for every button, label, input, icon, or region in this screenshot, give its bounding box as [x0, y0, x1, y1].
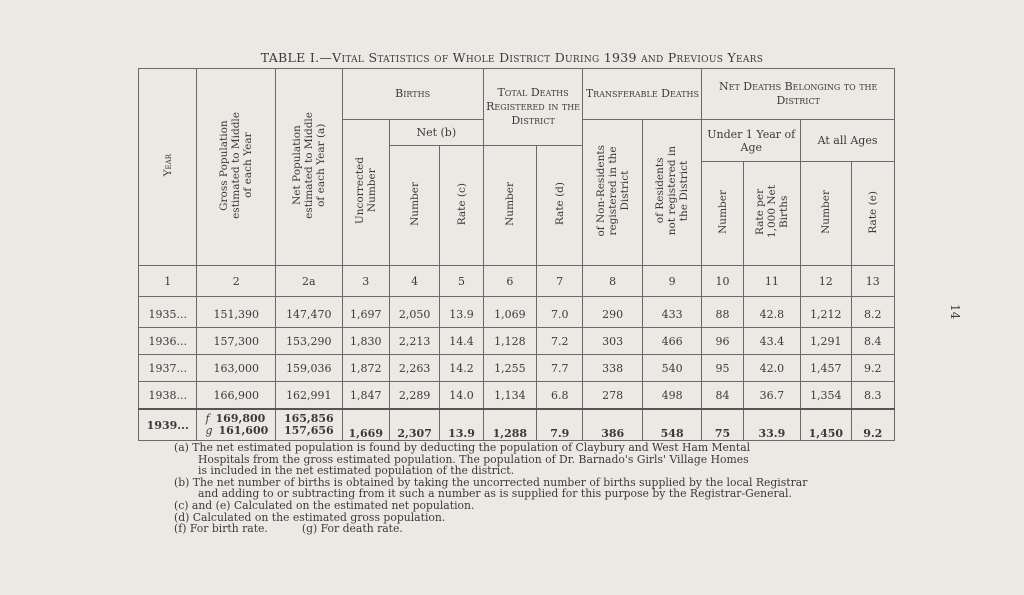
- cell: 7.9: [537, 409, 583, 441]
- cell: 8.4: [851, 328, 894, 355]
- cell: 42.0: [743, 355, 800, 382]
- header-gross-population: Gross Population estimated to Middle of each Year: [197, 69, 276, 266]
- cell: 548: [642, 409, 701, 441]
- header-all-ages-number: Number: [801, 162, 851, 266]
- cell: 14.4: [440, 328, 483, 355]
- cell: 163,000: [197, 355, 276, 382]
- col-num: 10: [702, 266, 743, 297]
- cell: 1,830: [342, 328, 389, 355]
- footnote-a-cont: is included in the net estimated population of the district.: [198, 464, 515, 478]
- col-num: 13: [851, 266, 894, 297]
- footnote-b-cont: and adding to or subtracting from it such a number as is supplied for this purpose by the Registrar-General.: [198, 487, 792, 501]
- cell: 1,669: [342, 409, 389, 441]
- footnote-b: (b) The net number of births is obtained by taking the uncorrected number of births supplied by the local Registrar: [174, 475, 808, 489]
- cell: 433: [642, 297, 701, 328]
- cell: 151,390: [197, 297, 276, 328]
- header-all-ages: At all Ages: [801, 120, 895, 162]
- col-num: 7: [537, 266, 583, 297]
- header-births: Births: [342, 69, 483, 120]
- cell: 159,036: [276, 355, 343, 382]
- cell: 43.4: [743, 328, 800, 355]
- col-num: 2a: [276, 266, 343, 297]
- footnote-a-cont: Hospitals from the gross estimated population. The population of Dr. Barnado's Girls' Village Homes: [198, 452, 749, 466]
- header-net-population: Net Population estimated to Middle of each Year (a): [276, 69, 343, 266]
- footnote-a: (a) The net estimated population is found by deducting the population of Claybury and West Ham Mental: [174, 441, 751, 454]
- cell: 33.9: [743, 409, 800, 441]
- col-num: 3: [342, 266, 389, 297]
- col-num: 6: [483, 266, 536, 297]
- cell: 2,050: [389, 297, 439, 328]
- cell: 36.7: [743, 382, 800, 410]
- cell: 153,290: [276, 328, 343, 355]
- cell: 1,291: [801, 328, 851, 355]
- col-num: 12: [801, 266, 851, 297]
- header-infant-rate: Rate per 1,000 Net Births: [743, 162, 800, 266]
- header-births-rate: Rate (c): [440, 146, 483, 266]
- cell: 386: [583, 409, 642, 441]
- cell: 1,457: [801, 355, 851, 382]
- column-number-row: [139, 266, 895, 297]
- header-total-deaths: Total Deaths Registered in the District: [483, 69, 583, 146]
- cell: 8.2: [851, 297, 894, 328]
- cell: 1,450: [801, 409, 851, 441]
- cell: 338: [583, 355, 642, 382]
- cell: 147,470: [276, 297, 343, 328]
- gross-pop-1939: f 169,800 g 161,600: [197, 409, 276, 441]
- footnotes: [174, 442, 874, 535]
- cell: 1,847: [342, 382, 389, 410]
- cell: 1,697: [342, 297, 389, 328]
- col-num: 1: [139, 266, 197, 297]
- col-num: 8: [583, 266, 642, 297]
- cell: 1,354: [801, 382, 851, 410]
- cell: 7.2: [537, 328, 583, 355]
- cell: 95: [702, 355, 743, 382]
- table-title: TABLE I.—Vital Statistics of Whole District During 1939 and Previous Years: [260, 50, 764, 65]
- year-cell: 1936...: [139, 328, 197, 355]
- col-num: 4: [389, 266, 439, 297]
- cell: 14.0: [440, 382, 483, 410]
- header-under-one-year: Under 1 Year of Age: [702, 120, 801, 162]
- cell: 84: [702, 382, 743, 410]
- cell: 1,212: [801, 297, 851, 328]
- col-num: 9: [642, 266, 701, 297]
- footnote-f-g: (f) For birth rate. (g) For death rate.: [174, 522, 403, 536]
- cell: 166,900: [197, 382, 276, 410]
- footnote-d: (d) Calculated on the estimated gross population.: [174, 510, 446, 524]
- vital-statistics-table: [138, 68, 895, 441]
- cell: 6.8: [537, 382, 583, 410]
- col-num: 11: [743, 266, 800, 297]
- cell: 498: [642, 382, 701, 410]
- cell: 14.2: [440, 355, 483, 382]
- page-number: 14: [948, 304, 962, 320]
- table-row-1939: [139, 409, 895, 441]
- cell: 2,263: [389, 355, 439, 382]
- header-net-deaths: Net Deaths Belonging to the District: [702, 69, 895, 120]
- cell: 7.7: [537, 355, 583, 382]
- year-cell: 1935...: [139, 297, 197, 328]
- cell: 9.2: [851, 409, 894, 441]
- header-deaths-number: Number: [483, 146, 536, 266]
- cell: 303: [583, 328, 642, 355]
- header-births-number: Number: [389, 146, 439, 266]
- cell: 88: [702, 297, 743, 328]
- header-all-ages-rate: Rate (e): [851, 162, 894, 266]
- cell: 1,872: [342, 355, 389, 382]
- header-net-births: Net (b): [389, 120, 483, 146]
- cell: 2,289: [389, 382, 439, 410]
- table-row: [139, 355, 895, 382]
- header-transferable-deaths: Transferable Deaths: [583, 69, 702, 120]
- net-pop-1939: 165,856 157,656: [276, 409, 343, 441]
- cell: 157,300: [197, 328, 276, 355]
- cell: 13.9: [440, 409, 483, 441]
- table-row: [139, 328, 895, 355]
- cell: 1,255: [483, 355, 536, 382]
- year-cell: 1939...: [139, 409, 197, 441]
- header-residents: of Residents not registered in the District: [642, 120, 701, 266]
- year-cell: 1937...: [139, 355, 197, 382]
- cell: 1,128: [483, 328, 536, 355]
- cell: 2,213: [389, 328, 439, 355]
- table-row: [139, 382, 895, 410]
- header-infant-number: Number: [702, 162, 743, 266]
- cell: 7.0: [537, 297, 583, 328]
- header-deaths-rate: Rate (d): [537, 146, 583, 266]
- cell: 96: [702, 328, 743, 355]
- cell: 1,134: [483, 382, 536, 410]
- header-year: Year: [139, 69, 197, 266]
- cell: 1,288: [483, 409, 536, 441]
- cell: 466: [642, 328, 701, 355]
- cell: 162,991: [276, 382, 343, 410]
- cell: 290: [583, 297, 642, 328]
- year-cell: 1938...: [139, 382, 197, 410]
- cell: 2,307: [389, 409, 439, 441]
- cell: 13.9: [440, 297, 483, 328]
- col-num: 5: [440, 266, 483, 297]
- cell: 8.3: [851, 382, 894, 410]
- table-row: [139, 297, 895, 328]
- col-num: 2: [197, 266, 276, 297]
- footnote-c-e: (c) and (e) Calculated on the estimated net population.: [174, 498, 475, 512]
- cell: 278: [583, 382, 642, 410]
- header-non-residents: of Non-Residents registered in the District: [583, 120, 642, 266]
- header-uncorrected: Uncorrected Number: [342, 120, 389, 266]
- cell: 1,069: [483, 297, 536, 328]
- cell: 75: [702, 409, 743, 441]
- cell: 9.2: [851, 355, 894, 382]
- cell: 42.8: [743, 297, 800, 328]
- cell: 540: [642, 355, 701, 382]
